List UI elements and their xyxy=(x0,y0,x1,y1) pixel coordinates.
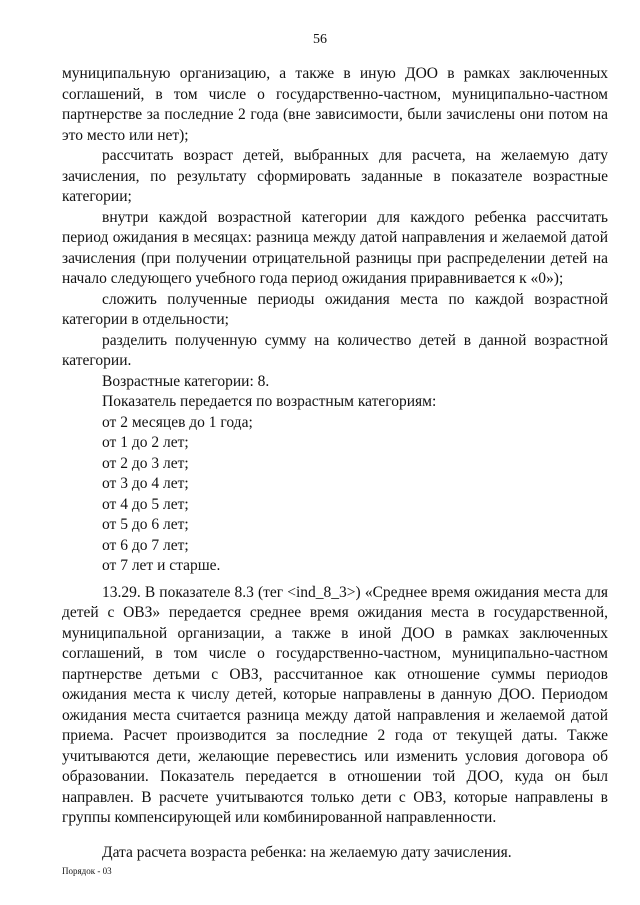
paragraph-sum-periods: сложить полученные периоды ожидания места по каждой возрастной категории в отдельности; xyxy=(62,290,608,328)
footer-label: Порядок - 03 xyxy=(62,866,112,876)
paragraph-age-calc-date: Дата расчета возраста ребенка: на желаемую дату зачисления. xyxy=(102,843,512,861)
age-category-item: от 2 до 3 лет; xyxy=(102,454,189,472)
age-category-item: от 4 до 5 лет; xyxy=(102,495,189,513)
page-number: 56 xyxy=(313,32,327,47)
body-text xyxy=(62,64,608,863)
section-13-29-paragraph: 13.29. В показателе 8.3 (тег <ind_8_3>) «Среднее время ожидания места для детей с ОВЗ» передается среднее время ожидания места в государственной, муниципальной организации, а также в иной ДОО в рамках заключенных соглашений, в том числе о государственно-частном, муниципально-частном партнерстве детьми с ОВЗ, рассчитанное как отношение суммы периодов ожидания места к числу детей, которые направлены в данную ДОО. Периодом ожидания места считается разница между датой направления и желаемой датой приема. Расчет производится за последние 2 года от текущей даты. Также учитываются дети, желающие перевестись или изменить условия договора об образовании. Показатель передается в отношении той ДОО, куда он был направлен. В расчете учитываются только дети с ОВЗ, которые направлены в группы компенсирующей или комбинированной направленности. xyxy=(62,583,608,826)
age-category-item: от 6 до 7 лет; xyxy=(102,536,189,554)
paragraph-continuation: муниципальную организацию, а также в иную ДОО в рамках заключенных соглашений, в том числе о государственно-частном, муниципально-частном партнерстве за последние 2 года (вне зависимости, были зачислены они потом на это место или нет); xyxy=(62,65,608,144)
paragraph-waiting-period: внутри каждой возрастной категории для каждого ребенка рассчитать период ожидания в месяцах: разница между датой направления и желаемой датой зачисления (при получении отрицательной разницы при распределении детей на начало следующего учебного года период ожидания приравнивается к «0»); xyxy=(62,208,608,287)
age-categories-count: Возрастные категории: 8. xyxy=(102,372,270,390)
age-categories-intro: Показатель передается по возрастным категориям: xyxy=(102,393,437,410)
age-category-item: от 7 лет и старше. xyxy=(102,557,221,574)
paragraph-calc-age: рассчитать возраст детей, выбранных для расчета, на желаемую дату зачисления, по результату сформировать заданные в показателе возрастные категории; xyxy=(62,147,608,205)
paragraph-divide-sum: разделить полученную сумму на количество детей в данной возрастной категории. xyxy=(62,331,608,369)
age-category-item: от 5 до 6 лет; xyxy=(102,516,189,533)
age-category-item: от 2 месяцев до 1 года; xyxy=(102,413,253,431)
age-category-item: от 3 до 4 лет; xyxy=(102,475,189,492)
age-category-item: от 1 до 2 лет; xyxy=(102,434,189,451)
